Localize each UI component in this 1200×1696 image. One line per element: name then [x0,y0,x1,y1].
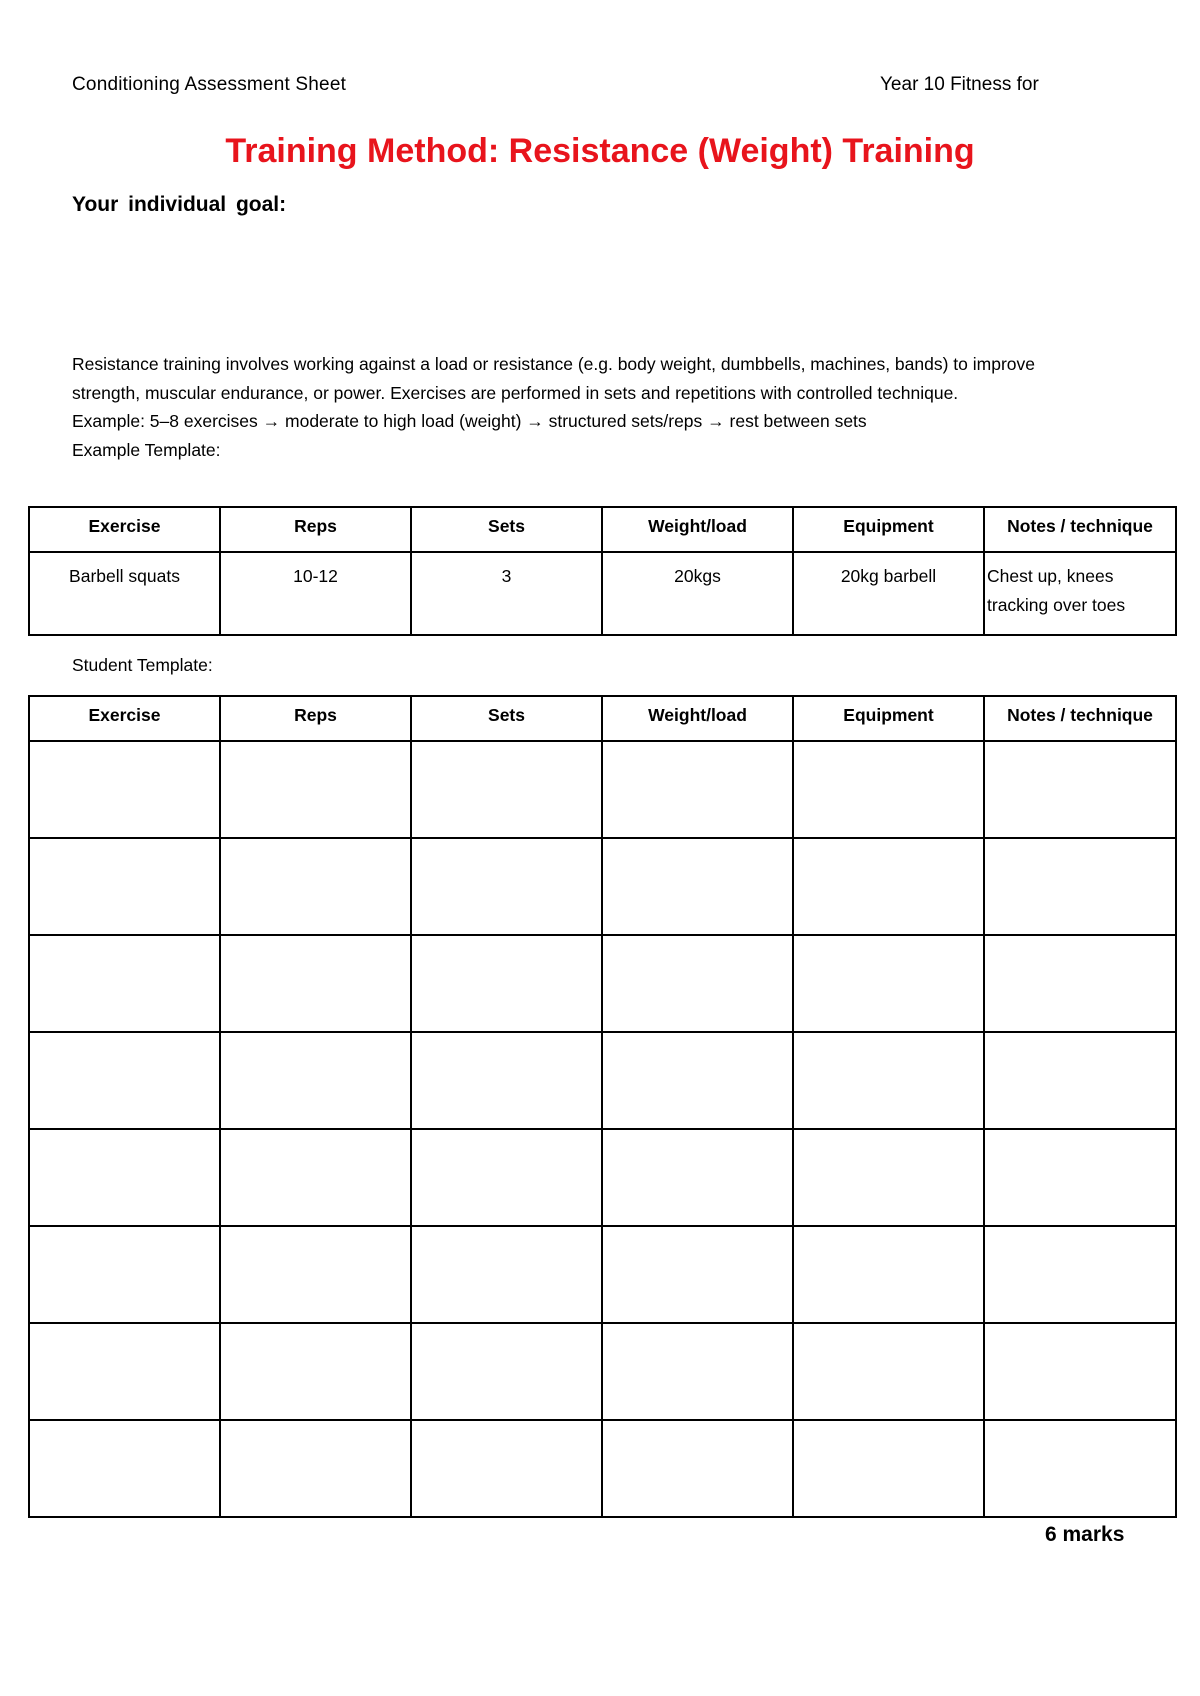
column-header-reps: Reps [220,507,411,552]
student-header-row [29,696,1176,741]
intro-paragraph: Resistance training involves working against a load or resistance (e.g. body weight, dumbbells, machines, bands) to improve strength, muscular endurance, or power. Exercises are performed in sets and repetitions with controlled technique. [72,354,1035,403]
student-notes-cell[interactable] [984,1226,1176,1323]
student-exercise-cell[interactable] [29,1420,220,1517]
table-row [29,1129,1176,1226]
student-reps-cell[interactable] [220,935,411,1032]
student-weight-cell[interactable] [602,1226,793,1323]
column-header-sets: Sets [411,507,602,552]
table-row [29,741,1176,838]
student-notes-cell[interactable] [984,1420,1176,1517]
student-notes-cell[interactable] [984,1129,1176,1226]
marks-label: 6 marks [1045,1523,1125,1546]
student-exercise-cell[interactable] [29,741,220,838]
student-exercise-cell[interactable] [29,1032,220,1129]
student-exercise-cell[interactable] [29,838,220,935]
student-sets-cell[interactable] [411,838,602,935]
student-notes-cell[interactable] [984,1323,1176,1420]
student-equipment-cell[interactable] [793,838,984,935]
column-header-equipment: Equipment [793,696,984,741]
student-sets-cell[interactable] [411,1420,602,1517]
student-weight-cell[interactable] [602,838,793,935]
example-notes-cell: Chest up, knees tracking over toes [984,552,1176,635]
student-reps-cell[interactable] [220,838,411,935]
student-notes-cell[interactable] [984,741,1176,838]
student-table-body [29,741,1176,1517]
table-row [29,935,1176,1032]
goal-label: Your individual goal: [72,193,287,216]
student-weight-cell[interactable] [602,741,793,838]
student-exercise-cell[interactable] [29,1129,220,1226]
column-header-equipment: Equipment [793,507,984,552]
example-exercise-cell: Barbell squats [29,552,220,635]
column-header-reps: Reps [220,696,411,741]
student-sets-cell[interactable] [411,741,602,838]
example-line: Example: 5–8 exercises → moderate to high load (weight) → structured sets/reps → rest between sets [72,411,867,431]
student-notes-cell[interactable] [984,838,1176,935]
student-weight-cell[interactable] [602,1323,793,1420]
student-sets-cell[interactable] [411,1323,602,1420]
table-row [29,552,1176,635]
student-exercise-cell[interactable] [29,1323,220,1420]
student-table [28,695,1177,1518]
student-exercise-cell[interactable] [29,1226,220,1323]
example-weight-cell: 20kgs [602,552,793,635]
student-equipment-cell[interactable] [793,1032,984,1129]
example-sets-cell: 3 [411,552,602,635]
student-weight-cell[interactable] [602,1420,793,1517]
example-header-row [29,507,1176,552]
student-sets-cell[interactable] [411,1032,602,1129]
table-row [29,838,1176,935]
column-header-sets: Sets [411,696,602,741]
table-row [29,1420,1176,1517]
column-header-notes: Notes / technique [984,507,1176,552]
student-sets-cell[interactable] [411,1129,602,1226]
student-weight-cell[interactable] [602,935,793,1032]
student-reps-cell[interactable] [220,1032,411,1129]
student-weight-cell[interactable] [602,1129,793,1226]
example-equipment-cell: 20kg barbell [793,552,984,635]
header-right: Year 10 Fitness for [880,74,1039,95]
student-reps-cell[interactable] [220,1226,411,1323]
column-header-weight: Weight/load [602,507,793,552]
student-reps-cell[interactable] [220,1420,411,1517]
student-exercise-cell[interactable] [29,935,220,1032]
student-reps-cell[interactable] [220,1323,411,1420]
example-template-label: Example Template: [72,439,221,460]
student-equipment-cell[interactable] [793,1420,984,1517]
intro-text [72,350,1092,464]
table-row [29,1032,1176,1129]
student-reps-cell[interactable] [220,741,411,838]
student-equipment-cell[interactable] [793,935,984,1032]
student-template-label: Student Template: [72,655,213,675]
student-reps-cell[interactable] [220,1129,411,1226]
student-notes-cell[interactable] [984,1032,1176,1129]
student-sets-cell[interactable] [411,935,602,1032]
example-reps-cell: 10-12 [220,552,411,635]
student-equipment-cell[interactable] [793,1129,984,1226]
student-equipment-cell[interactable] [793,1226,984,1323]
column-header-notes: Notes / technique [984,696,1176,741]
table-row [29,1323,1176,1420]
header-left: Conditioning Assessment Sheet [72,74,347,95]
student-notes-cell[interactable] [984,935,1176,1032]
page-title: Training Method: Resistance (Weight) Training [225,132,975,170]
column-header-weight: Weight/load [602,696,793,741]
student-sets-cell[interactable] [411,1226,602,1323]
column-header-exercise: Exercise [29,696,220,741]
student-equipment-cell[interactable] [793,1323,984,1420]
example-table [28,506,1177,636]
student-weight-cell[interactable] [602,1032,793,1129]
student-equipment-cell[interactable] [793,741,984,838]
column-header-exercise: Exercise [29,507,220,552]
table-row [29,1226,1176,1323]
